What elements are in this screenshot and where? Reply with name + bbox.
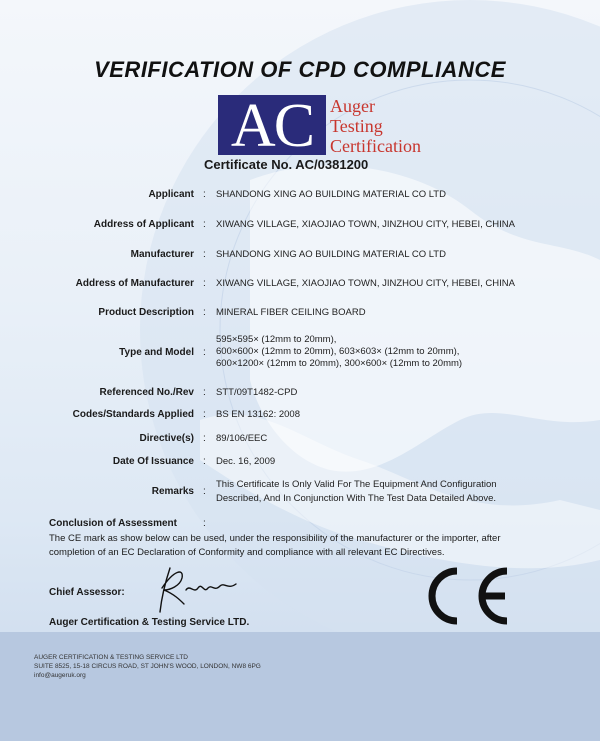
chief-assessor-label: Chief Assessor: [49,587,125,598]
remarks-value [216,478,497,506]
ac-logo [218,92,326,160]
conclusion-text [49,532,579,560]
type-and-model-value [216,334,462,370]
address-of-manufacturer-value: XIWANG VILLAGE, XIAOJIAO TOWN, JINZHOU CITY, HEBEI, CHINA [216,278,515,289]
type-and-model-line: 600×1200× (12mm to 20mm), 300×600× (12mm to 20mm) [216,358,463,369]
colon: : [203,249,206,260]
conclusion-colon: : [203,518,206,529]
footer-band [0,632,600,741]
logo-letters: AC [230,92,314,160]
address-of-manufacturer-label: Address of Manufacturer [75,278,194,289]
colon: : [203,486,206,497]
address-of-applicant-value: XIWANG VILLAGE, XIAOJIAO TOWN, JINZHOU CITY, HEBEI, CHINA [216,219,515,230]
remarks-line: Described, And In Conjunction With The Test Data Detailed Above. [216,493,497,504]
applicant-label: Applicant [148,189,194,200]
codes-standards-label: Codes/Standards Applied [72,409,194,420]
issuer-name: Auger Certification & Testing Service LTD. [49,617,250,628]
type-and-model-label: Type and Model [119,347,194,358]
conclusion-line: completion of an EC Declaration of Conformity and compliance with all relevant EC Directives. [49,547,445,558]
product-description-label: Product Description [98,307,194,318]
colon: : [203,278,206,289]
manufacturer-value: SHANDONG XING AO BUILDING MATERIAL CO LTD [216,249,446,260]
logo-wordmark [330,96,421,156]
logo-line-certification: Certification [330,136,421,156]
colon: : [203,189,206,200]
codes-standards-value: BS EN 13162: 2008 [216,409,300,420]
applicant-value: SHANDONG XING AO BUILDING MATERIAL CO LTD [216,189,446,200]
colon: : [203,307,206,318]
address-of-applicant-label: Address of Applicant [93,219,194,230]
conclusion-label: Conclusion of Assessment [49,518,177,529]
date-of-issuance-label: Date Of Issuance [112,456,194,467]
footer-company: AUGER CERTIFICATION & TESTING SERVICE LTD [34,654,188,661]
footer-street: SUITE 8525, 15-18 CIRCUS ROAD, ST JOHN'S WOOD, LONDON, NW8 6PG [34,663,261,670]
directives-label: Directive(s) [139,433,194,444]
remarks-label: Remarks [151,486,194,497]
document-title: VERIFICATION OF CPD COMPLIANCE [94,57,506,82]
footer-email: info@augeruk.org [34,672,86,679]
date-of-issuance-value: Dec. 16, 2009 [216,456,276,467]
colon: : [203,409,206,420]
type-and-model-line: 595×595× (12mm to 20mm), [216,334,337,345]
referenced-no-value: STT/09T1482-CPD [216,387,298,398]
logo-line-testing: Testing [330,116,383,136]
signature [140,560,250,615]
directives-value: 89/106/EEC [216,433,268,444]
colon: : [203,433,206,444]
footer-address [34,653,261,680]
conclusion-line: The CE mark as show below can be used, under the responsibility of the manufacturer or the importer, after [49,533,501,544]
certificate-number: Certificate No. AC/0381200 [204,157,369,172]
colon: : [203,219,206,230]
logo-line-auger: Auger [330,96,375,116]
referenced-no-label: Referenced No./Rev [99,387,194,398]
remarks-line: This Certificate Is Only Valid For The Equipment And Configuration [216,479,497,490]
type-and-model-line: 600×600× (12mm to 20mm), 603×603× (12mm to 20mm), [216,346,460,357]
manufacturer-label: Manufacturer [130,249,194,260]
ce-mark [413,565,513,627]
colon: : [203,347,206,358]
colon: : [203,387,206,398]
colon: : [203,456,206,467]
product-description-value: MINERAL FIBER CEILING BOARD [216,307,366,318]
